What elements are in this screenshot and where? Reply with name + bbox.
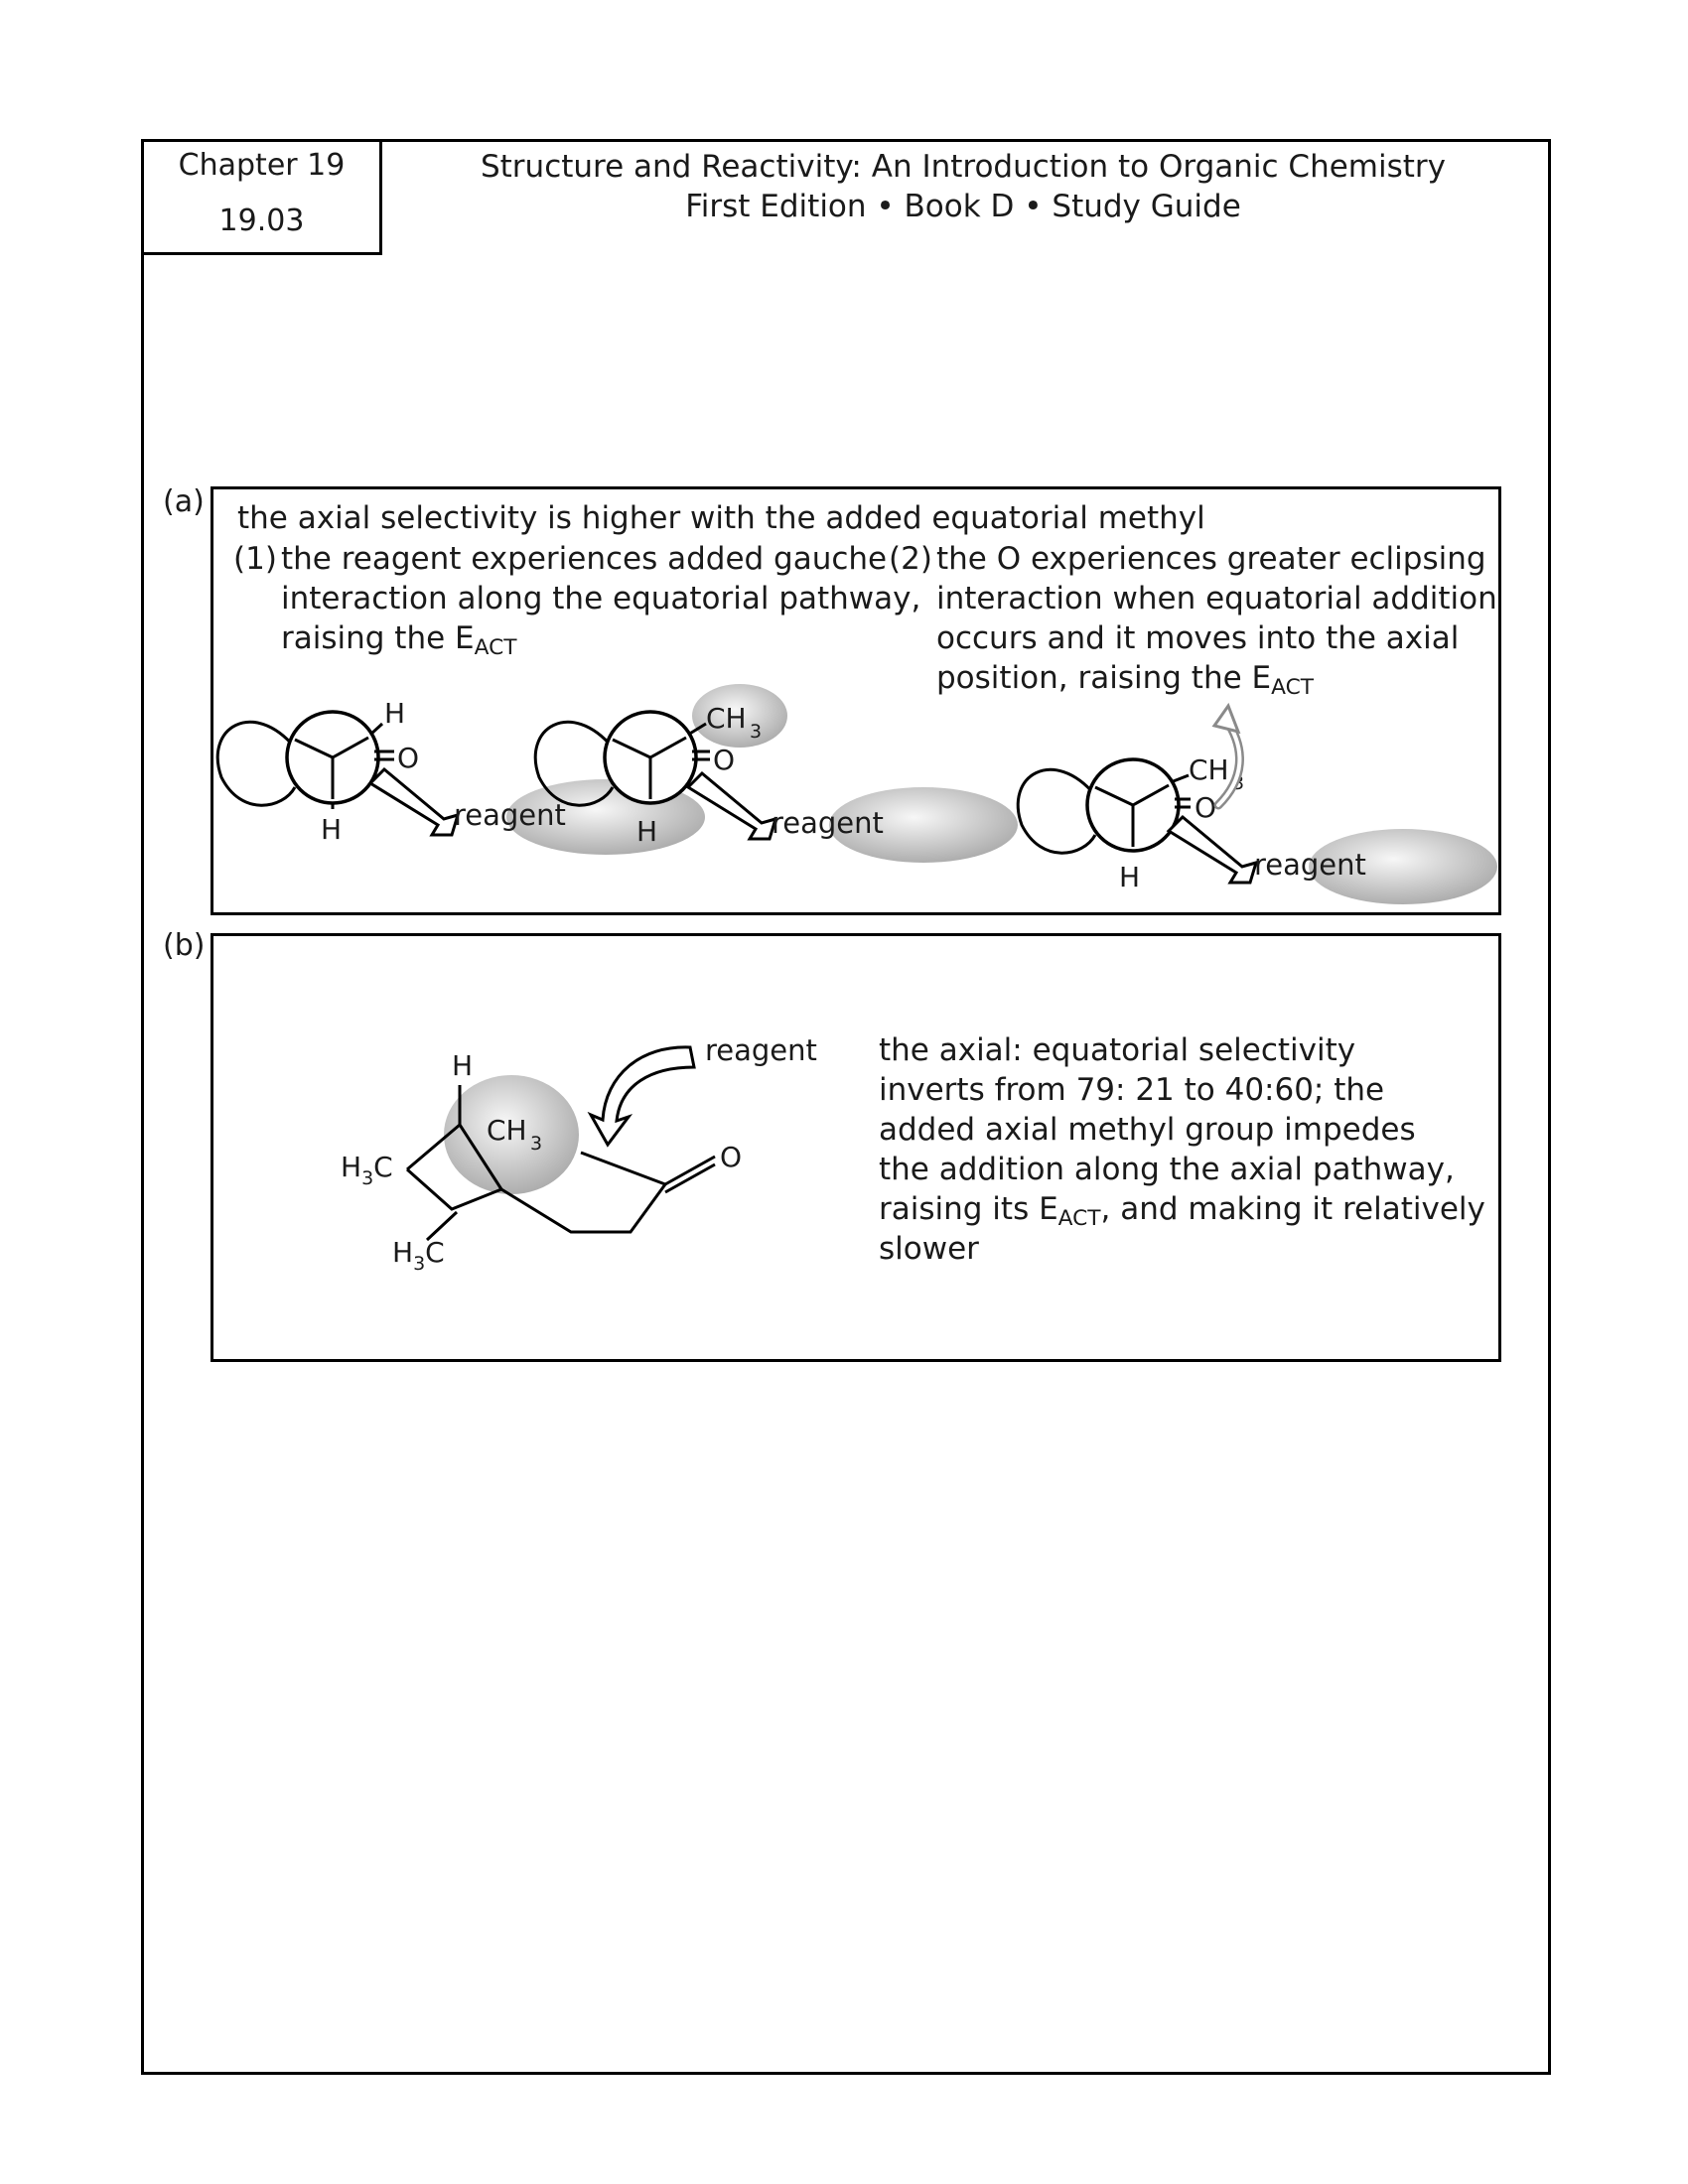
part-b-line6: slower: [879, 1231, 979, 1267]
section-number: 19.03: [218, 204, 305, 238]
label-reagent: reagent: [1254, 848, 1366, 882]
point2-line4: position, raising the $E_{ACT}$: [936, 660, 1314, 700]
point1-line3: raising the $E_{ACT}$: [281, 620, 517, 660]
reagent-curved-arrow: [591, 1047, 694, 1145]
point2-number: (2): [889, 541, 932, 577]
label-h3c-bottom: $H_3C$: [392, 1236, 445, 1275]
label-h: H: [636, 815, 658, 848]
part-b-line4: the addition along the axial pathway,: [879, 1152, 1455, 1187]
label-o: O: [1195, 791, 1217, 824]
book-subtitle: First Edition • Book D • Study Guide: [685, 189, 1241, 224]
label-h: H: [452, 1049, 474, 1082]
fused-ring-1: [217, 722, 295, 805]
part-a-panel: [211, 486, 1501, 915]
label-ch: CH: [1189, 753, 1229, 786]
point2-line3: occurs and it moves into the axial: [936, 620, 1460, 656]
book-title: Structure and Reactivity: An Introduction to Organic Chemistry: [480, 149, 1447, 185]
label-subscript-3: 3: [750, 721, 763, 743]
part-b-line5: raising its $E_{ACT}$, and making it relatively: [879, 1191, 1485, 1231]
label-o: O: [713, 744, 736, 776]
fused-ring-3: [1018, 769, 1095, 853]
point1-number: (1): [233, 541, 277, 577]
reagent-arrow: [688, 773, 775, 839]
label-reagent: reagent: [772, 806, 884, 840]
part-b-line3: added axial methyl group impedes: [879, 1112, 1416, 1148]
part-b-panel: [211, 933, 1501, 1362]
label-ch: CH: [706, 702, 747, 735]
point1-line1: the reagent experiences added gauche: [281, 541, 888, 577]
label-h: H: [1119, 861, 1141, 893]
newman-diagram-3: [1018, 706, 1497, 904]
reagent-arrow: [370, 769, 458, 835]
label-h3c-top: $H_3C$: [341, 1151, 393, 1189]
chapter-number: Chapter 19: [178, 148, 346, 183]
chapter-box: [141, 139, 382, 255]
label-o: O: [397, 742, 420, 774]
point2-line1: the O experiences greater eclipsing: [936, 541, 1486, 577]
part-a-label: (a): [163, 484, 205, 519]
label-subscript-3: 3: [530, 1133, 543, 1155]
label-h: H: [321, 813, 343, 846]
label-o: O: [720, 1141, 743, 1173]
point1-line2: interaction along the equatorial pathway,: [281, 581, 921, 616]
part-a-intro: the axial selectivity is higher with the added equatorial methyl: [237, 500, 1205, 536]
part-b-line1: the axial: equatorial selectivity: [879, 1032, 1356, 1068]
part-b-cyclohexanone-diagram: [213, 936, 909, 1359]
label-reagent: reagent: [705, 1033, 817, 1067]
reagent-arrow: [1169, 817, 1256, 883]
part-b-label: (b): [163, 928, 206, 963]
label-subscript-3: 3: [1232, 772, 1245, 794]
point2-line2: interaction when equatorial addition: [936, 581, 1497, 616]
label-h: H: [384, 697, 406, 730]
label-ch: CH: [487, 1114, 527, 1147]
label-reagent: reagent: [454, 798, 566, 832]
part-b-line2: inverts from 79: 21 to 40:60; the: [879, 1072, 1385, 1108]
part-a-newman-diagrams: [213, 489, 1498, 912]
